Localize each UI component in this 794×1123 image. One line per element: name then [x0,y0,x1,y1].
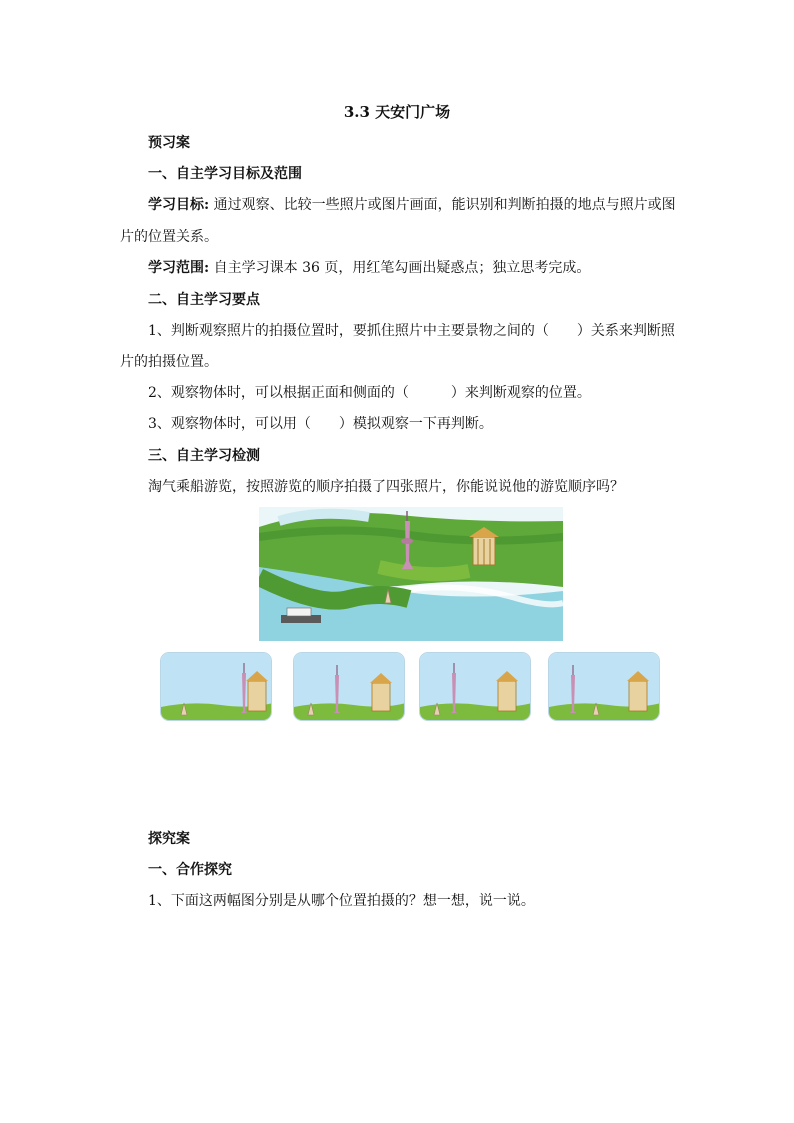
section1-heading: 一、自主学习目标及范围 [148,166,302,182]
explore-section1-heading: 一、合作探究 [148,862,232,878]
check-question: 淘气乘船游览，按照游览的顺序拍摄了四张照片，你能说说他的游览顺序吗？ [148,479,624,495]
photo-2 [293,652,405,721]
river-scene-illustration [259,507,563,641]
explore-heading: 探究案 [148,831,190,847]
section2-heading: 二、自主学习要点 [148,292,260,308]
explore-item-1: 1、下面这两幅图分别是从哪个位置拍摄的？想一想，说一说。 [148,893,535,909]
scope-label: 学习范围: [148,260,210,276]
goal-text-2: 片的位置关系。 [120,229,218,245]
point-1a: 1、判断观察照片的拍摄位置时，要抓住照片中主要景物之间的（ ）关系来判断照 [148,323,675,339]
photo-3 [419,652,531,721]
goal-text-1: 通过观察、比较一些照片或图片画面，能识别和判断拍摄的地点与照片或图 [209,197,676,213]
scope-line [148,258,718,278]
photo-4 [548,652,660,721]
goal-line [148,195,718,215]
point-3: 3、观察物体时，可以用（ ）模拟观察一下再判断。 [148,416,493,432]
page-title: 3.3 天安门广场 [343,103,451,121]
section3-heading: 三、自主学习检测 [148,448,260,464]
point-2: 2、观察物体时，可以根据正面和侧面的（ ）来判断观察的位置。 [148,385,591,401]
point-1b: 片的拍摄位置。 [120,354,218,370]
scope-text: 自主学习课本 36 页，用红笔勾画出疑惑点；独立思考完成。 [209,260,591,276]
preview-heading: 预习案 [148,135,190,151]
photo-1 [160,652,272,721]
goal-label: 学习目标: [148,197,210,213]
